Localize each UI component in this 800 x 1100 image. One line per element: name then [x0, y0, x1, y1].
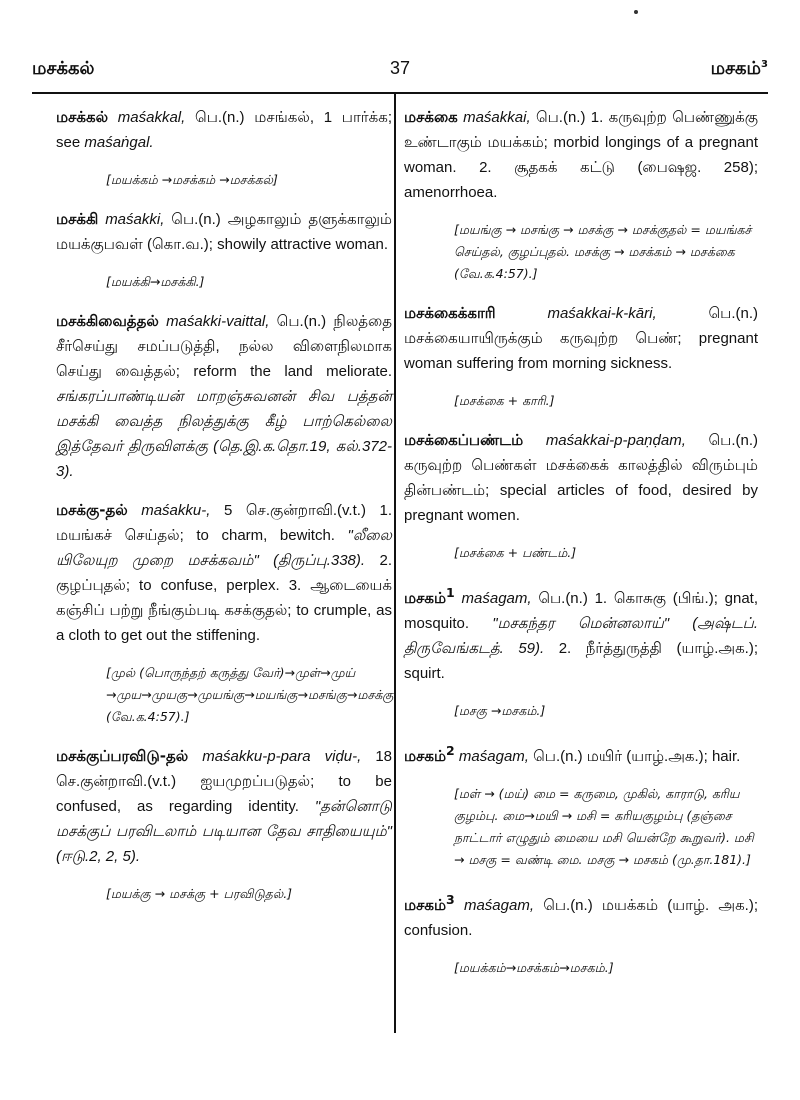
- etymology: [முல் (பொருந்தற் கருத்து வேர்)→முள்→முய் →முய→முயகு→முயங்கு→மயங்கு→மசங்கு→மசக்கு (வே.க.4:57).]: [106, 665, 394, 724]
- dictionary-entry: [404, 428, 758, 528]
- dictionary-entry: [56, 309, 392, 484]
- column-divider: [394, 93, 396, 1033]
- headword: மசக்குப்பரவிடு-தல்: [56, 747, 189, 765]
- definition-continued: 2. நீர்த்துருத்தி (யாழ்.அக.); squirt.: [404, 640, 758, 682]
- left-column: [56, 105, 392, 921]
- header-left-guideword: மசக்கல்: [32, 58, 95, 79]
- headword: மசகம்$^2$: [404, 743, 455, 765]
- transliteration: maśakku-p-para viḍu-,: [202, 748, 362, 765]
- page-header: [32, 58, 768, 88]
- definition: பெ.(n.) 1. கருவுற்ற பெண்ணுக்கு உண்டாகும் மயக்கம்; morbid longings of a pregnant woman. 2. சூதகக் கட்டு (பைஷஜ. 258); amenorrhoea.: [404, 109, 759, 201]
- header-rule: [32, 92, 768, 94]
- definition: பெ.(n.) மயக்கம் (யாழ். அக.); confusion.: [404, 897, 758, 939]
- dictionary-entry: [404, 301, 758, 376]
- speck: [634, 10, 638, 14]
- headword: மசக்கிவைத்தல்: [56, 312, 159, 330]
- definition: பெ.(n.) அழகாலும் தளுக்காலும் மயக்குபவள் (கொ.வ.); showily attractive woman.: [56, 211, 392, 253]
- headword: மசக்கு-தல்: [56, 501, 128, 519]
- transliteration: maśagam,: [458, 748, 529, 765]
- transliteration: maśakkai-p-paṇḍam,: [545, 432, 686, 449]
- dictionary-entry: [56, 207, 392, 257]
- etymology: [மசகு →மசகம்.]: [454, 703, 546, 718]
- etymology: [மயக்கு → மசக்கு + பரவிடுதல்.]: [106, 886, 293, 901]
- etymology: [மசக்கை + காரி.]: [454, 393, 555, 408]
- transliteration: maśagam,: [463, 897, 534, 914]
- etymology: [மயக்கம்→மசக்கம்→மசகம்.]: [454, 960, 614, 975]
- transliteration: maśagam,: [461, 590, 532, 607]
- etymology: [மயக்கி→மசக்கி.]: [106, 274, 205, 289]
- definition: 5 செ.குன்றாவி.(v.t.) 1. மயங்கச் செய்தல்; to charm, bewitch.: [56, 502, 392, 544]
- citation: "தன்னொடு மசக்குப் பரவிடலாம் படியான தேவ சாதியையும்" (ஈடு.2, 2, 5).: [56, 798, 392, 865]
- headword: மசகம்$^3$: [404, 892, 455, 914]
- definition: பெ.(n.) மசங்கல், 1 பார்க்க; see: [56, 109, 392, 151]
- definition: பெ.(n.) நிலத்தை சீர்செய்து சமப்படுத்தி, நல்ல விளைநிலமாக செய்து வைத்தல்; reform the land meliorate.: [56, 313, 393, 380]
- citation: "லீலை யிலேயுற முறை மசக்கவம்" (திருப்பு.338).: [56, 527, 392, 569]
- transliteration: maśakki-vaittal,: [166, 313, 270, 330]
- definition: 18 செ.குன்றாவி.(v.t.) ஐயமுறப்படுதல்; to be confused, as regarding identity.: [56, 748, 393, 815]
- headword: மசக்கல்: [56, 108, 109, 126]
- dictionary-entry: [56, 498, 392, 648]
- dictionary-entry: [56, 105, 392, 155]
- etymology: [மயங்கு → மசங்கு → மசக்கு → மசக்குதல் = மயங்கச் செய்தல், குழப்புதல். மசக்கு → மசக்கம் → மசக்கை (வே.க.4:57).]: [454, 222, 752, 281]
- dictionary-entry: [404, 105, 758, 205]
- header-right-guideword: மசகம்$^3$: [710, 58, 768, 79]
- citation: "மசகந்தர மென்னலாய்" (அஷ்டப். திருவேங்கடத். 59).: [404, 615, 759, 657]
- transliteration: maśakku-,: [141, 502, 211, 519]
- definition: பெ.(n.) கருவுற்ற பெண்கள் மசக்கைக் காலத்தில் விரும்பும் தின்பண்டம்; special articles of food, desired by pregnant women.: [404, 432, 759, 524]
- dictionary-entry: [404, 738, 758, 769]
- headword: மசக்கைப்பண்டம்: [404, 431, 524, 449]
- etymology: [மள் → (மய்) மை = கருமை, முகில், காராடு, கரிய குழம்பு. மை→மயி → மசி = கரியகுழம்பு (தஞ்சை நாட்டார் எழுதும் மையை மசி யென்றே கூறுவர்). மசி → மசகு = வண்டி மை. மசகு → மசகம் (மு.தா.181).]: [454, 786, 754, 867]
- cross-reference: maśaṅgal.: [84, 134, 154, 151]
- dictionary-entry: [56, 744, 392, 869]
- transliteration: maśakki,: [105, 211, 165, 228]
- dictionary-entry: [404, 887, 758, 943]
- etymology: [மயக்கம் →மசக்கம் →மசக்கல்]: [106, 172, 278, 187]
- definition: பெ.(n.) மயிர் (யாழ்.அக.); hair.: [533, 748, 741, 765]
- transliteration: maśakkai-k-kāri,: [547, 305, 657, 322]
- headword: மசக்கை: [404, 108, 458, 126]
- citation: சங்கரப்பாண்டியன் மாறஞ்சுவனன் சிவ பத்தன் மசக்கி வைத்த நிலத்துக்கு கீழ் பாற்கெல்லை இத்தேவர் திருவிளக்கு (தெ.இ.க.தொ.19, கல்.372-3).: [56, 388, 392, 480]
- right-column: [404, 105, 758, 995]
- transliteration: maśakkal,: [117, 109, 186, 126]
- definition: பெ.(n.) மசக்கையாயிருக்கும் கருவுற்ற பெண்; pregnant woman suffering from morning sickness.: [404, 305, 759, 372]
- headword: மசக்கைக்காரி: [404, 304, 496, 322]
- etymology: [மசக்கை + பண்டம்.]: [454, 545, 577, 560]
- definition-continued: 2. குழப்புதல்; to confuse, perplex. 3. ஆடையைக் கஞ்சிப் பற்று நீங்கும்படி கசக்குதல்; to crumple, as a cloth to get out the stiffening.: [56, 552, 392, 644]
- headword: மசகம்$^1$: [404, 585, 455, 607]
- page-number: 37: [389, 58, 411, 78]
- dictionary-entry: [404, 580, 758, 686]
- headword: மசக்கி: [56, 210, 99, 228]
- transliteration: maśakkai,: [463, 109, 531, 126]
- definition: பெ.(n.) 1. கொசுகு (பிங்.); gnat, mosquito.: [404, 590, 759, 632]
